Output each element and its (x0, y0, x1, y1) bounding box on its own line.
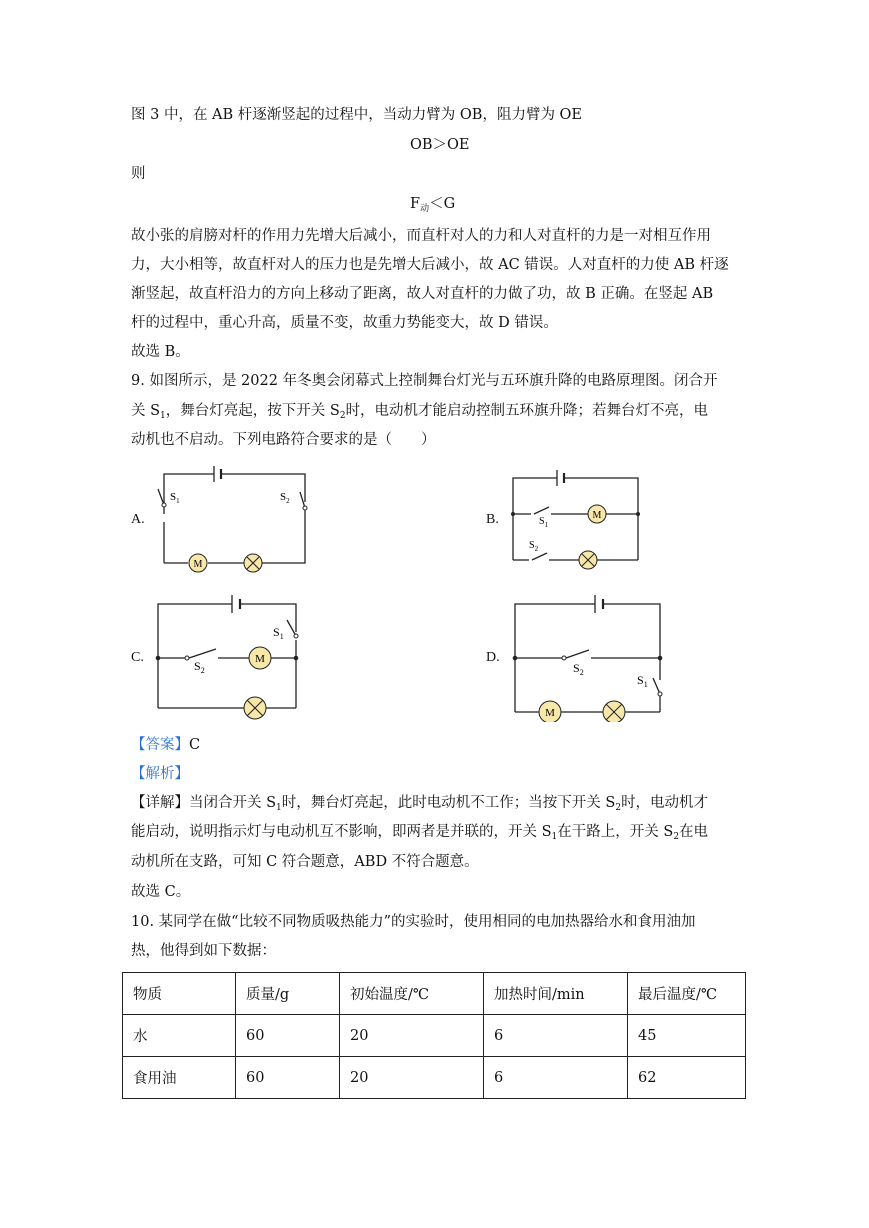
svg-text:S2: $S_2$ (194, 659, 205, 675)
option-d-label: D. (486, 650, 500, 665)
svg-text:S1: $S_1$ (273, 625, 284, 641)
eq-rest: ＜G (429, 196, 456, 212)
subscript: 2 (615, 803, 622, 813)
table-cell: 60 (236, 1015, 340, 1057)
text: 时，电动机才能启动控制五环旗升降；若舞台灯不亮，电 (345, 403, 709, 419)
table-header-cell: 物质 (123, 973, 236, 1015)
text-line: 渐竖起，故直杆沿力的方向上移动了距离，故人对直杆的力做了功，故 B 正确。在竖起 AB (131, 286, 714, 302)
text: 当闭合开关 S (189, 795, 277, 811)
analysis-line (131, 764, 189, 784)
equation-ob-oe: OB＞OE (410, 137, 470, 153)
text-line: 故小张的肩膀对杆的作用力先增大后减小，而直杆对人的力和人对直杆的力是一对相互作用 (131, 228, 711, 244)
data-table (122, 972, 746, 1099)
motor-icon (539, 701, 561, 722)
motor-icon (189, 554, 207, 572)
table-header-cell: 最后温度/℃ (628, 973, 746, 1015)
option-c-label: C. (131, 650, 144, 665)
option-b-label: B. (486, 512, 499, 527)
text-line: 则 (131, 166, 146, 182)
svg-text:S1: $S_1$ (637, 673, 648, 689)
table-cell: 20 (340, 1015, 484, 1057)
option-a-label: A. (131, 512, 145, 527)
text: 能启动，说明指示灯与电动机互不影响，即两者是并联的，开关 S (131, 824, 552, 840)
text-line: 图 3 中，在 AB 杆逐渐竖起的过程中，当动力臂为 OB，阻力臂为 OE (131, 107, 583, 123)
subscript: 1 (276, 803, 282, 813)
text: ，舞台灯亮起，按下开关 S (165, 403, 340, 419)
motor-icon (249, 647, 271, 669)
lamp-icon (603, 701, 625, 722)
text-line: 故选 C。 (131, 884, 191, 900)
question-9-line: 9. 如图所示，是 2022 年冬奥会闭幕式上控制舞台灯光与五环旗升降的电路原理图。闭合开 (131, 373, 718, 389)
svg-text:S1: $S_1$ (170, 491, 180, 505)
table-cell: 20 (340, 1057, 484, 1099)
eq-f: F (410, 196, 421, 212)
answer-value: C (189, 737, 201, 753)
text: 时，电动机才 (621, 795, 709, 811)
subscript: 2 (673, 832, 680, 842)
analysis-tag: 【解析】 (131, 766, 189, 782)
equation-f-g (410, 194, 455, 219)
text: 在干路上，开关 S (557, 824, 674, 840)
lamp-icon (244, 697, 266, 719)
question-9-line (131, 401, 708, 426)
text-line: 故选 B。 (131, 344, 190, 360)
motor-icon (588, 505, 606, 523)
detail-tag: 【详解】 (131, 795, 189, 811)
circuit-diagram-c (150, 592, 310, 722)
svg-text:M: M (592, 510, 602, 521)
subscript: 1 (160, 411, 166, 421)
circuit-diagram-d (505, 592, 675, 722)
table-cell: 水 (123, 1015, 236, 1057)
table-row (123, 1015, 746, 1057)
lamp-icon (579, 551, 597, 569)
detail-line: 动机所在支路，可知 C 符合题意，ABD 不符合题意。 (131, 854, 479, 870)
svg-text:S2: $S_2$ (573, 661, 584, 677)
table-header-cell: 初始温度/℃ (340, 973, 484, 1015)
svg-text:S1: $S_1$ (539, 516, 549, 529)
subscript: 1 (551, 832, 558, 842)
subscript: 2 (339, 411, 346, 421)
circuit-diagram-a (150, 462, 320, 577)
table-cell: 45 (628, 1015, 746, 1057)
eq-f-sub: 动 (420, 204, 430, 214)
lamp-icon (244, 554, 262, 572)
table-cell: 6 (484, 1015, 628, 1057)
answer-tag: 【答案】 (131, 737, 189, 753)
text: 关 S (131, 403, 161, 419)
text-line: 力，大小相等，故直杆对人的压力也是先增大后减小，故 AC 错误。人对直杆的力使 AB 杆逐 (131, 257, 729, 273)
table-header-cell: 质量/g (236, 973, 340, 1015)
answer-line (131, 735, 200, 755)
svg-text:M: M (193, 559, 203, 570)
svg-text:M: M (545, 707, 555, 719)
table-header-row (123, 973, 746, 1015)
text-line: 杆的过程中，重心升高，质量不变，故重力势能变大，故 D 错误。 (131, 315, 558, 331)
text: 时，舞台灯亮起，此时电动机不工作；当按下开关 S (281, 795, 616, 811)
circuit-diagram-b (505, 462, 655, 577)
table-row (123, 1057, 746, 1099)
table-cell: 6 (484, 1057, 628, 1099)
svg-text:S2: $S_2$ (280, 491, 290, 505)
question-10-line: 10. 某同学在做“比较不同物质吸热能力”的实验时，使用相同的电加热器给水和食用油加 (131, 914, 696, 930)
table-cell: 62 (628, 1057, 746, 1099)
question-9-line: 动机也不启动。下列电路符合要求的是（ ） (131, 432, 436, 448)
svg-text:M: M (255, 653, 265, 665)
question-10-line: 热，他得到如下数据： (131, 943, 276, 959)
detail-line (131, 793, 708, 818)
table-cell: 60 (236, 1057, 340, 1099)
table-header-cell: 加热时间/min (484, 973, 628, 1015)
text: 在电 (679, 824, 709, 840)
svg-text:S2: $S_2$ (529, 540, 539, 553)
detail-line (131, 822, 708, 847)
table-cell: 食用油 (123, 1057, 236, 1099)
